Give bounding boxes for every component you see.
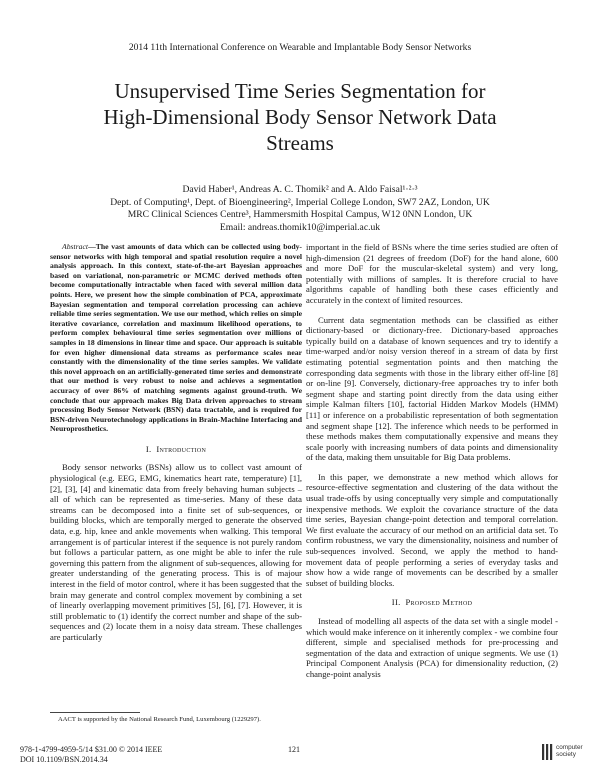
right-column	[306, 242, 558, 689]
publication-info	[20, 745, 162, 765]
abstract-label: Abstract	[62, 242, 89, 251]
body-paragraph: Current data segmentation methods can be classified as either dictionary-based or dictionary-free. Dictionary-based approaches typically build on a database of known sequences and try to identify a time-warped and/or noisy version thereof in a stream of data by first estimating potential segmentation points and then matching the corresponding data segments with those in the library either off-line [8] or on-line [9]. Conversely, dictionary-free approaches try to infer both segment shape and starting point directly from the data using either simple Kalman filters [10], factorial Hidden Markov Models (HMM) [11] or inference on a probabilistic representation of both segmentation and segment shape [12]. The inference which needs to be performed in these methods makes them computationally expensive and means they scale poorly with increasing numbers of data points and dimensionality of the data, making them unsuitable for Big Data problems.	[306, 314, 558, 463]
logo-line: society	[556, 751, 576, 758]
title-line: Streams	[266, 131, 334, 155]
section-number: I.	[145, 443, 152, 454]
logo-line: computer	[556, 744, 583, 751]
title-line: High-Dimensional Body Sensor Network Data	[103, 105, 497, 129]
abstract	[50, 242, 302, 434]
logo-text	[556, 744, 583, 758]
body-paragraph: Body sensor networks (BSNs) allow us to collect vast amount of physiological (e.g. EEG, EMG, kinematics heart rate, temperature) [1], [2], [3], [4] and kinematic data from freely behaving human subjects – all of which can be represented as time-series. Many of these data streams can be decomposed into a finite set of sub-sequences, or building blocks, which are temporally merged to generate the observed data, e.g. hip, knee and ankle movements when walking. This temporal arrangement is of particular interest if the sequence is not purely random but follows a particular pattern, as one might be able to infer the rule governing this pattern from the alignment of sub-sequences, allowing for greater understanding of the generating process. This is of majour interest in the field of motor control, where it has been suggested that the brain may generate and control complex movement by combining a set of linearly overlapping movement primitives [5], [6], [7]. However, it is still problematic to (1) identify the correct number and shape of the sub-sequences and (2) locate them in a noisy data stream. These challenges are particularly	[50, 462, 302, 642]
left-column	[50, 242, 302, 652]
author-block	[40, 184, 560, 234]
body-paragraph: important in the field of BSNs where the time series studied are often of high-dimension (21 degrees of freedom (DoF) for the hand alone, 600 and more DoF for the muscular-skeletal system) and very long, potentially with millions of samples. It is therefore crucial to have algorithms capable of handling both these cases efficiently and accurately in the context of limited resources.	[306, 242, 558, 305]
author-email: Email: andreas.thomik10@imperial.ac.uk	[219, 221, 381, 233]
paper-title	[40, 78, 560, 156]
footnote: AACT is supported by the National Research Fund, Luxembourg (1229297).	[58, 716, 261, 723]
author-names: David Haber¹, Andreas A. C. Thomik² and A. Aldo Faisal¹·²·³	[182, 184, 418, 195]
section-title: Introduction	[156, 443, 207, 454]
title-line: Unsupervised Time Series Segmentation for	[114, 79, 486, 103]
section-heading-introduction	[50, 444, 302, 455]
abstract-text: —The vast amounts of data which can be collected using body-sensor networks with high temporal and spatial resolution require a novel analysis approach. In this context, state-of-the-art Bayesian approaches based on variational, non-parametric or MCMC derived methods often become computationally intractable when faced with several million data points. Here, we present how the simple combination of PCA, approximate Bayesian segmentation and temporal correlation processing can achieve reliable time series segmentation. We use our method, which relies on simple iterative covariance, correlation and maximum likelihood operations, to perform complex behavioural time series segmentation over millions of samples in 18 dimensions in linear time and space. Our approach is suitable for even higher dimensional data streams as performance scales near constantly with the dimensionality of the time series samples. We validate this novel approach on an artificially-generated time series and demonstrate that our method is very robust to noise and achieves a segmentation accuracy of over 86% of matching segments against ground-truth. We conclude that our approach makes Big Data driven approaches to stream processing Body Sensor Network (BSN) data tractable, and is required for BSN-driven Neurotechnology applications in Brain-Machine Interfacing and Neuroprosthetics.	[50, 242, 302, 434]
body-paragraph: In this paper, we demonstrate a new method which allows for resource-effective segmentation and clustering of the data without the usual trade-offs by using conceptually very simple and computationally inexpensive methods. We exploit the covariance structure of the data time series, Bayesian change-point detection and temporal correlation. We first evaluate the accuracy of our method on an artificial data set. To confirm robustness, we vary the dimensionality, noisiness and number of sub-sequences involved. Second, we apply the method to hand-movement data of people performing a series of everyday tasks and show how a wide range of movements can be described by a smaller subset of building blocks.	[306, 471, 558, 588]
isbn-line: 978-1-4799-4959-5/14 $31.00 © 2014 IEEE	[20, 745, 163, 754]
page-number: 121	[288, 745, 300, 754]
section-title: Proposed Method	[405, 597, 473, 608]
section-heading-method	[306, 597, 558, 608]
conference-header: 2014 11th International Conference on Wearable and Implantable Body Sensor Networks	[128, 42, 472, 53]
affiliation-line: Dept. of Computing¹, Dept. of Bioengineering², Imperial College London, SW7 2AZ, London, UK	[110, 196, 490, 208]
footnote-divider	[50, 712, 140, 713]
body-paragraph: Instead of modelling all aspects of the data set with a single model - which would make inference on it inherently complex - we combine four different, simple and specialised methods for pre-processing and segmentation of the data and extraction of unique segments. We use (1) Principal Component Analysis (PCA) for dimensionality reduction, (2) change-point analysis	[306, 616, 558, 679]
section-number: II.	[391, 597, 401, 608]
doi-line: DOI 10.1109/BSN.2014.34	[20, 755, 108, 764]
affiliation-line: MRC Clinical Sciences Centre³, Hammersmith Hospital Campus, W12 0NN London, UK	[127, 209, 473, 220]
